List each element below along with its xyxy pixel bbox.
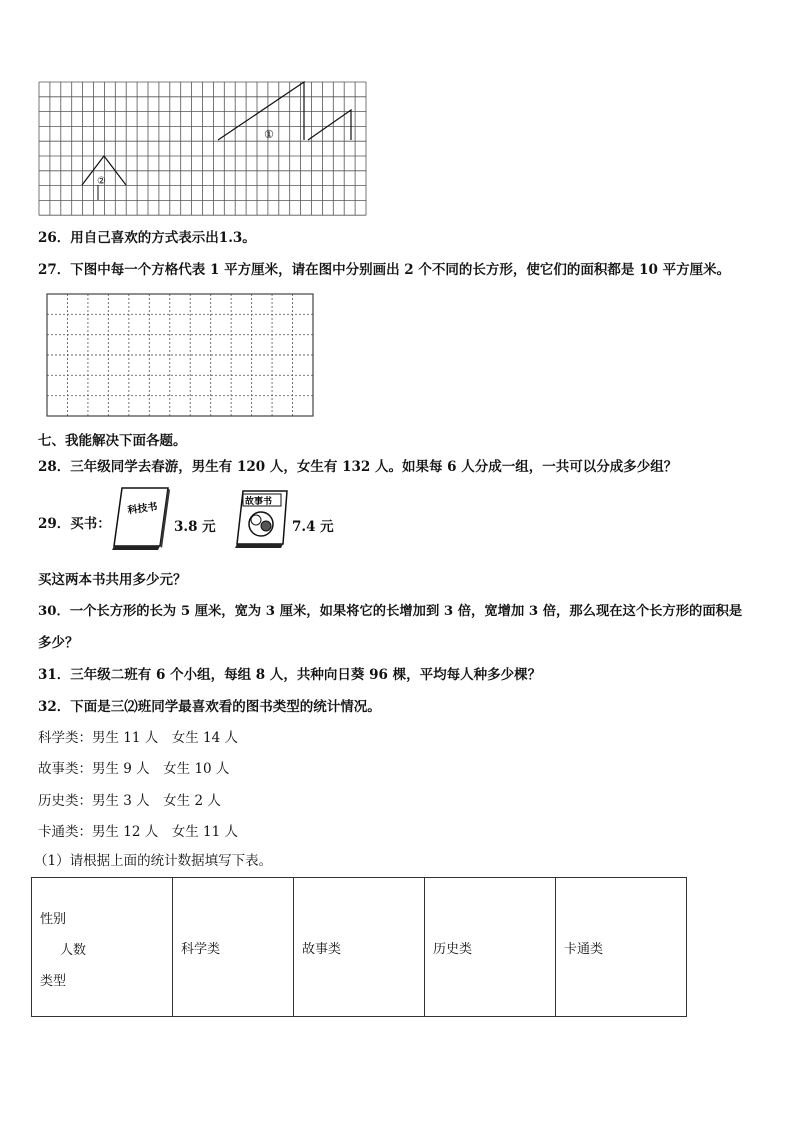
question-29-question: 买这两本书共用多少元？: [38, 572, 187, 588]
question-29-label: 29．买书：: [38, 516, 111, 532]
dashed-grid[interactable]: [46, 293, 314, 417]
stat-row-cartoon: 卡通类：男生 12 人 女生 11 人: [38, 824, 239, 840]
table-header-cartoon: 卡通类: [556, 878, 687, 1017]
corner-gender: 性别: [40, 912, 67, 927]
question-30-line2: 多少？: [38, 635, 79, 651]
stat-row-story: 故事类：男生 9 人 女生 10 人: [38, 761, 230, 777]
question-26: 26．用自己喜欢的方式表示出1.3。: [38, 230, 256, 246]
grid-figure-shapes: [38, 80, 368, 216]
table-header-history: 历史类: [425, 878, 556, 1017]
table-corner-cell: [32, 878, 173, 1017]
science-book-image: [110, 484, 172, 552]
book2-title: 故事书: [245, 497, 273, 507]
question-28: 28．三年级同学去春游，男生有 120 人，女生有 132 人。如果每 6 人分成一组，一共可以分成多少组？: [38, 459, 678, 475]
book1-title: 科技书: [127, 501, 159, 517]
shape-label-1: ①: [264, 128, 274, 141]
corner-type: 类型: [40, 974, 67, 989]
table-header-story: 故事类: [294, 878, 425, 1017]
question-27: 27．下图中每一个方格代表 1 平方厘米，请在图中分别画出 2 个不同的长方形，使它们的面积都是 10 平方厘米。: [38, 262, 731, 278]
question-31: 31．三年级二班有 6 个小组，每组 8 人，共种向日葵 96 棵，平均每人种多少棵？: [38, 667, 542, 683]
section-7-title: 七、我能解决下面各题。: [38, 433, 187, 449]
question-32-sub1: （1）请根据上面的统计数据填写下表。: [34, 853, 273, 869]
story-book-image: [235, 488, 291, 550]
stats-table: [31, 877, 687, 1017]
stat-row-history: 历史类：男生 3 人 女生 2 人: [38, 793, 221, 809]
book1-price: 3.8 元: [174, 519, 216, 535]
question-32: 32．下面是三⑵班同学最喜欢看的图书类型的统计情况。: [38, 699, 381, 715]
stat-row-science: 科学类：男生 11 人 女生 14 人: [38, 730, 239, 746]
triangle-1: [218, 82, 304, 140]
shape-label-2: ②: [97, 176, 106, 187]
corner-count: 人数: [60, 943, 87, 958]
table-header-science: 科学类: [173, 878, 294, 1017]
book2-price: 7.4 元: [292, 519, 334, 535]
question-30-line1: 30．一个长方形的长为 5 厘米，宽为 3 厘米，如果将它的长增加到 3 倍，宽增加 3 倍，那么现在这个长方形的面积是: [38, 604, 743, 619]
